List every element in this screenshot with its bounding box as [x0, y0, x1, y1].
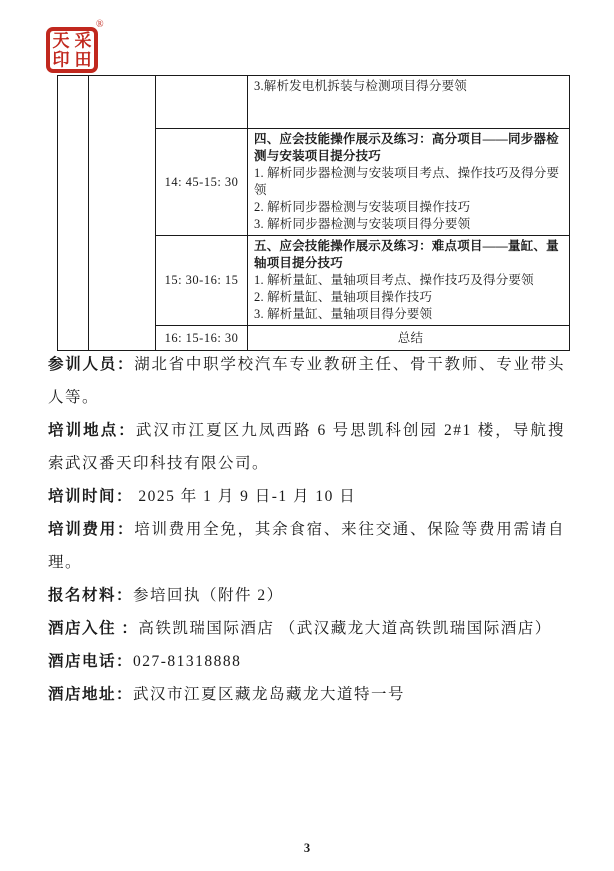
paragraph-text: 培训费用全免，其余食宿、来往交通、保险等费用需请自理。: [48, 521, 565, 571]
content-cell: [248, 129, 570, 236]
paragraph-location: [48, 414, 565, 480]
paragraph-hotel-phone: [48, 645, 565, 678]
page-number: 3: [303, 841, 311, 855]
paragraph-label: 参训人员：: [48, 356, 135, 373]
fantianyin-seal-logo-icon: [46, 27, 98, 73]
agenda-title: 五、应会技能操作展示及练习：难点项目——量缸、量轴项目提分技巧: [254, 239, 559, 270]
seal-char: 田: [74, 49, 92, 70]
time-cell: [156, 76, 248, 129]
agenda-item: 3.解析发电机拆装与检测项目得分要领: [254, 79, 467, 93]
paragraph-participants: [48, 348, 565, 414]
paragraph-label: 酒店入住 ：: [48, 620, 139, 637]
agenda-item: 3. 解析同步器检测与安装项目得分要领: [254, 217, 471, 231]
paragraph-fee: [48, 513, 565, 579]
paragraph-label: 酒店电话：: [48, 653, 134, 670]
schedule-day-cell: [58, 76, 89, 351]
seal-char: 采: [74, 30, 92, 51]
paragraph-label: 报名材料：: [48, 587, 134, 604]
paragraph-text: 高铁凯瑞国际酒店 （武汉藏龙大道高铁凯瑞国际酒店）: [138, 620, 552, 637]
paragraph-label: 酒店地址：: [48, 686, 134, 703]
paragraph-text: 武汉市江夏区九凤西路 6 号思凯科创园 2#1 楼，导航搜索武汉番天印科技有限公司。: [48, 422, 565, 472]
agenda-item: 2. 解析量缸、量轴项目操作技巧: [254, 290, 433, 304]
agenda-item: 2. 解析同步器检测与安装项目操作技巧: [254, 200, 471, 214]
time-cell: 16: 15-16: 30: [156, 326, 248, 351]
paragraph-text: 参培回执（附件 2）: [133, 587, 284, 604]
paragraph-text: 027-81318888: [133, 653, 242, 670]
time-cell: 15: 30-16: 15: [156, 236, 248, 326]
paragraph-label: 培训费用：: [48, 521, 135, 538]
paragraph-text: 武汉市江夏区藏龙岛藏龙大道特一号: [133, 686, 406, 703]
agenda-item: 1. 解析同步器检测与安装项目考点、操作技巧及得分要领: [254, 166, 560, 197]
seal-char: 天: [52, 30, 70, 51]
agenda-title: 四、应会技能操作展示及练习：高分项目——同步器检测与安装项目提分技巧: [254, 132, 559, 163]
agenda-item: 1. 解析量缸、量轴项目考点、操作技巧及得分要领: [254, 273, 534, 287]
paragraph-materials: [48, 579, 565, 612]
paragraph-hotel-address: [48, 678, 565, 711]
summary-cell: 总结: [248, 326, 570, 351]
schedule-date-cell: [89, 76, 156, 351]
seal-char: 印: [52, 49, 70, 70]
table-row: [58, 76, 570, 129]
agenda-item: 3. 解析量缸、量轴项目得分要领: [254, 307, 433, 321]
content-cell: [248, 76, 570, 129]
paragraph-time: [48, 480, 565, 513]
paragraph-label: 培训地点：: [48, 422, 136, 439]
info-section: [48, 348, 565, 711]
schedule-table: [57, 75, 570, 351]
paragraph-label: 培训时间：: [48, 488, 134, 505]
registered-trademark-icon: ®: [96, 19, 104, 30]
paragraph-text: 湖北省中职学校汽车专业教研主任、骨干教师、专业带头人等。: [48, 356, 565, 406]
time-cell: 14: 45-15: 30: [156, 129, 248, 236]
paragraph-hotel: [48, 612, 565, 645]
content-cell: [248, 236, 570, 326]
paragraph-text: 2025 年 1 月 9 日-1 月 10 日: [133, 488, 357, 505]
